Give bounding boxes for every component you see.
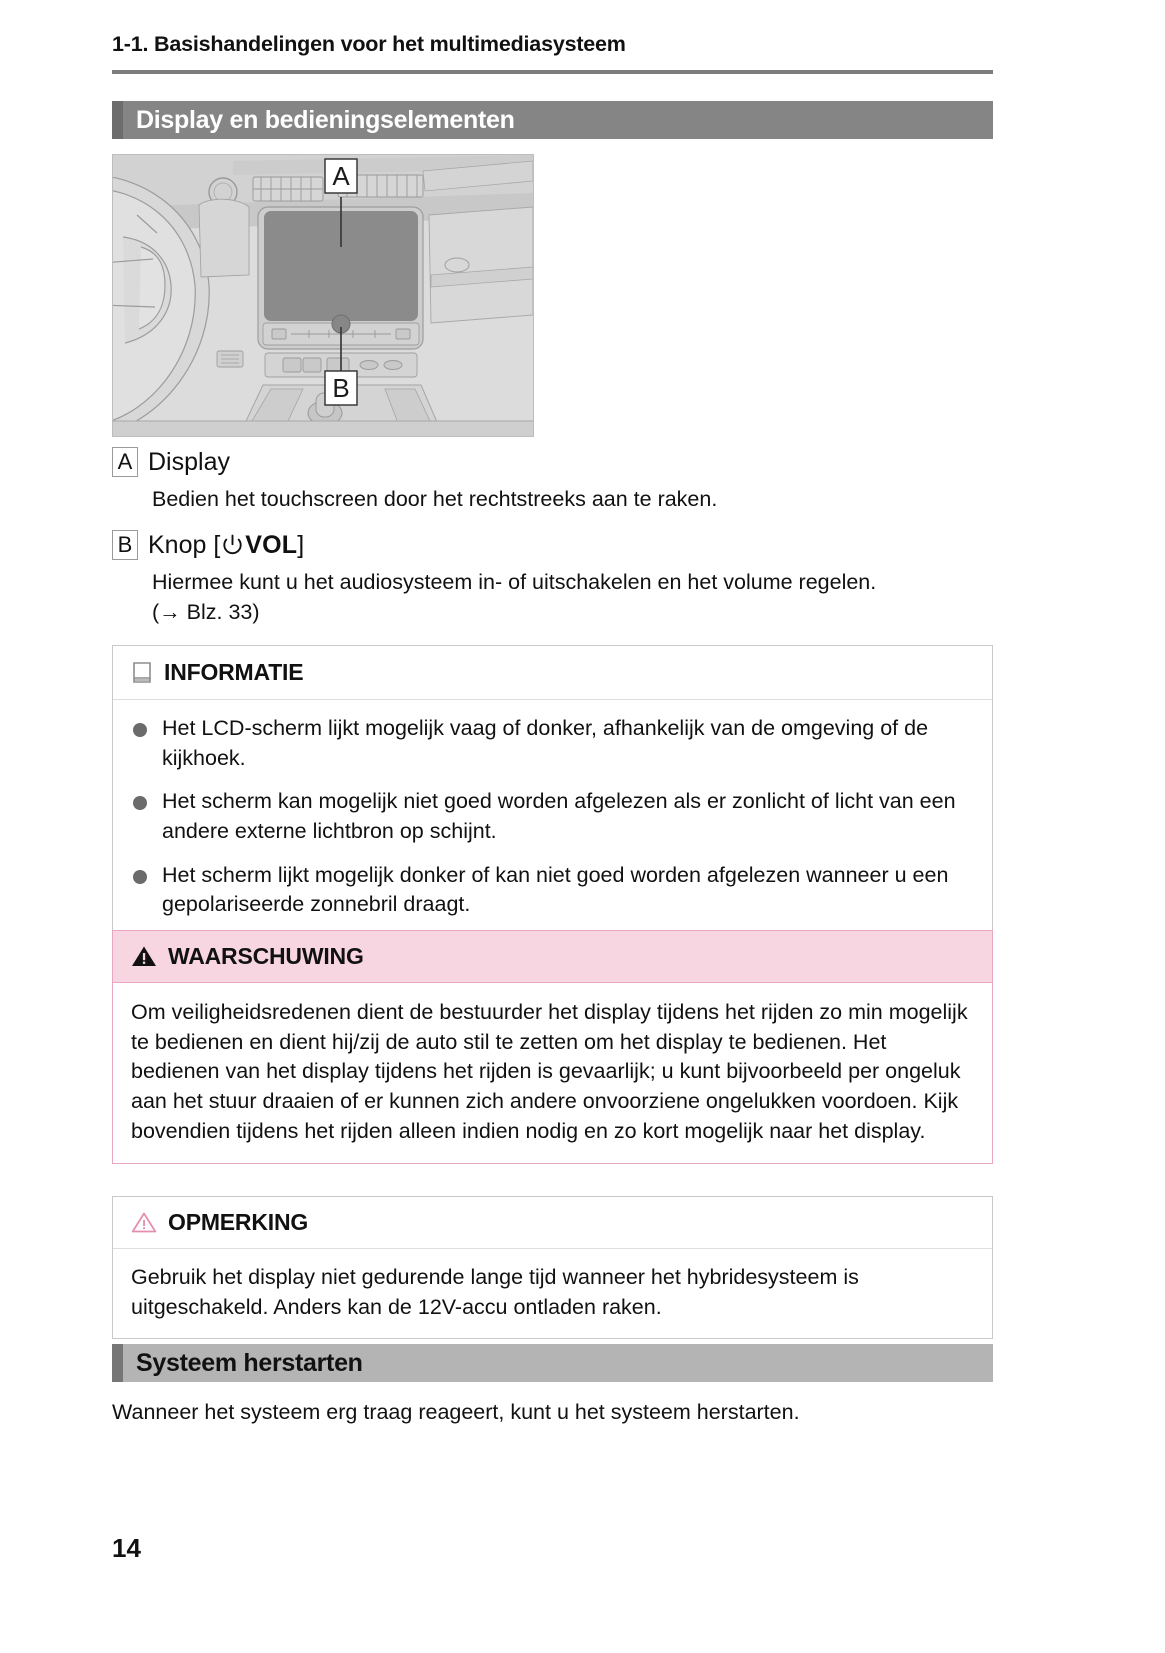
list-item [131, 714, 974, 773]
informatie-bullet-list [131, 714, 974, 920]
opmerking-box [112, 1196, 993, 1339]
caution-triangle-icon [131, 1211, 157, 1234]
informatie-title: INFORMATIE [164, 659, 304, 685]
bullet-text: Het scherm lijkt mogelijk donker of kan niet goed worden afgelezen wanneer u een gepolariseerde zonnebril draagt. [162, 862, 949, 917]
callout-letter-a: A [112, 447, 138, 477]
callout-display [112, 447, 993, 515]
figure-callout-a [325, 159, 357, 193]
waarschuwing-header [113, 931, 992, 983]
bullet-text: Het scherm kan mogelijk niet goed worden afgelezen als er zonlicht of licht van een andere externe lichtbron op schijnt. [162, 789, 956, 843]
section-header-system-restart [112, 1344, 993, 1382]
bullet-dot-icon [133, 870, 147, 884]
system-restart-paragraph: Wanneer het systeem erg traag reageert, kunt u het systeem herstarten. [112, 1400, 800, 1424]
running-head: 1-1. Basishandelingen voor het multimediasysteem [112, 32, 626, 56]
figure-callout-b [325, 371, 357, 405]
list-item [131, 787, 974, 846]
running-head-rule [112, 70, 993, 74]
callout-b-title [148, 532, 304, 558]
opmerking-title: OPMERKING [168, 1209, 309, 1235]
waarschuwing-title: WAARSCHUWING [168, 943, 364, 969]
power-icon [222, 534, 243, 556]
opmerking-body: Gebruik het display niet gedurende lange tijd wanneer het hybridesysteem is uitgeschakeld. Anders kan de 12V-accu ontladen raken. [131, 1265, 859, 1319]
callout-b-head [112, 530, 993, 560]
informatie-body [113, 700, 992, 936]
callout-a-title: Display [148, 447, 230, 476]
dashboard-illustration [112, 154, 534, 437]
section-accent-bar [112, 101, 123, 139]
informatie-header [113, 646, 992, 700]
callout-b-title-vol: VOL [245, 530, 298, 559]
section-accent-bar [112, 1344, 123, 1382]
callout-letter-b: B [112, 530, 138, 560]
callout-a-body: Bedien het touchscreen door het rechtstreeks aan te raken. [152, 487, 718, 511]
bullet-dot-icon [133, 796, 147, 810]
callout-b-body-text: Hiermee kunt u het audiosysteem in- of uitschakelen en het volume regelen. [152, 570, 877, 594]
informatie-box [112, 645, 993, 937]
waarschuwing-body: Om veiligheidsredenen dient de bestuurder het display tijdens het rijden zo min mogelijk te bedienen en dient hij/zij de auto stil te zetten om het display te bedienen. Het bedienen van het display tijdens het rijden is gevaarlijk; u kunt bijvoorbeeld per ongeluk aan het stuur draaien of er kunnen zich andere onvoorziene ongelukken voordoen. Kijk bovendien tijdens het rijden alleen indien nodig en zo kort mogelijk naar het display. [131, 1000, 968, 1143]
svg-text:B: B [332, 373, 350, 403]
warning-triangle-icon [131, 945, 157, 968]
bullet-dot-icon [133, 723, 147, 737]
opmerking-header [113, 1197, 992, 1249]
callout-a-head [112, 447, 993, 477]
section-title: Display en bedieningselementen [136, 105, 515, 134]
callout-b-title-prefix: Knop [ [148, 530, 221, 559]
callout-b-title-suffix: ] [297, 530, 305, 559]
callout-knop-vol [112, 530, 993, 627]
section-title: Systeem herstarten [136, 1348, 363, 1377]
book-icon [131, 661, 153, 685]
section-header-display-controls [112, 101, 993, 139]
page-number: 14 [112, 1533, 141, 1563]
waarschuwing-box [112, 930, 993, 1164]
svg-text:A: A [332, 161, 350, 191]
bullet-text: Het LCD-scherm lijkt mogelijk vaag of donker, afhankelijk van de omgeving of de kijkhoek. [162, 716, 929, 770]
list-item [131, 861, 974, 920]
callout-b-body [152, 568, 993, 627]
dashboard-figure-svg [113, 155, 533, 436]
callout-b-reference: (→ Blz. 33) [152, 599, 260, 624]
